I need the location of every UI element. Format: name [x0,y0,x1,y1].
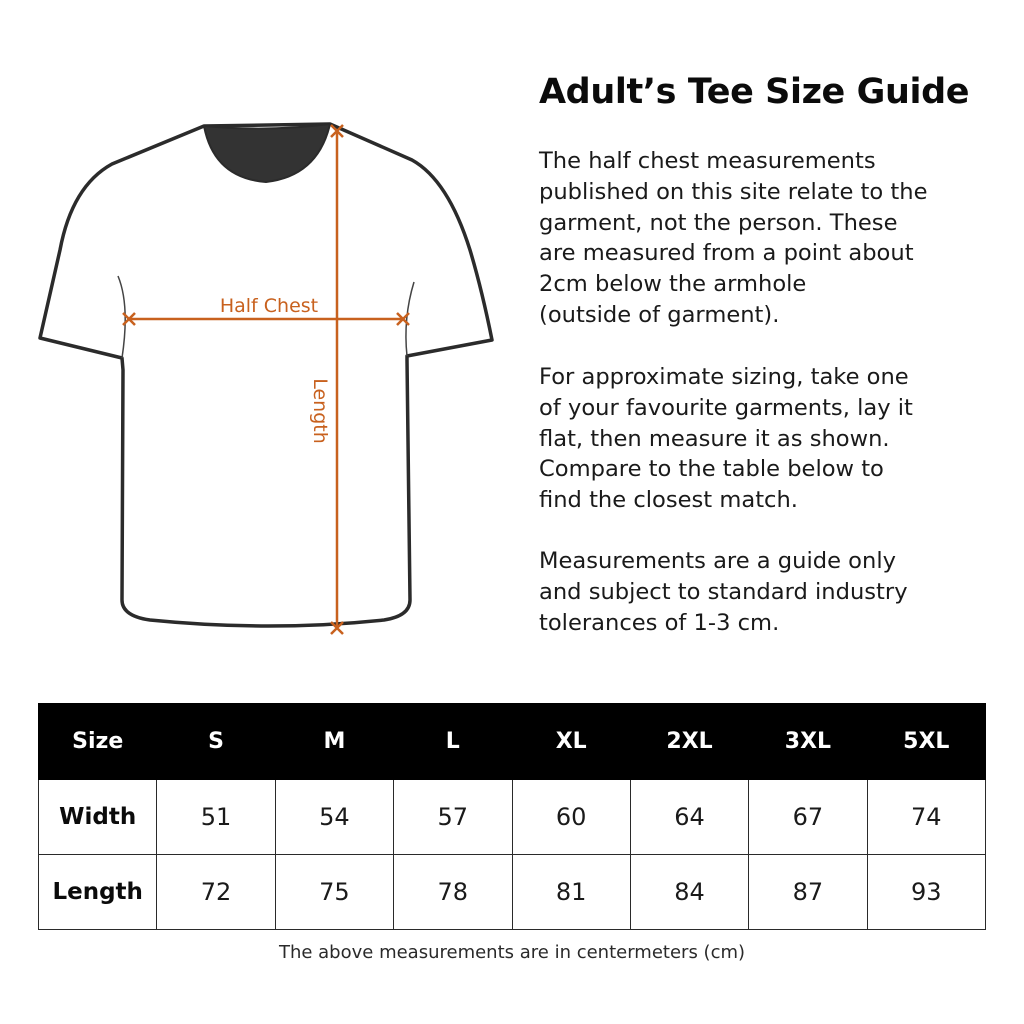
table-cell: 84 [630,855,748,930]
size-header-label: Size [39,704,157,780]
row-label-width: Width [39,780,157,855]
size-column-header: M [275,704,393,780]
t-shirt-illustration [30,118,510,648]
table-cell: 72 [157,855,275,930]
width-row [39,780,986,855]
table-cell: 54 [275,780,393,855]
description-paragraph-1: The half chest measurements published on this site relate to the garment, not the person. These are measured from a point about 2cm below the armhole (outside of garment). [539,148,928,328]
t-shirt-outline-icon [40,124,492,626]
units-footnote: The above measurements are in centermeters (cm) [278,942,746,963]
table-cell: 74 [867,780,985,855]
table-cell: 64 [630,780,748,855]
size-column-header: XL [512,704,630,780]
length-row [39,855,986,930]
length-label: Length [309,378,331,444]
page-title: Adult’s Tee Size Guide [539,72,970,112]
table-cell: 60 [512,780,630,855]
size-column-header: L [394,704,512,780]
size-column-header: 5XL [867,704,985,780]
table-cell: 81 [512,855,630,930]
table-cell: 67 [749,780,867,855]
size-header-row [39,704,986,780]
half-chest-label: Half Chest [219,295,319,317]
description-paragraph-3: Measurements are a guide only and subject to standard industry tolerances of 1-3 cm. [539,548,908,636]
table-cell: 75 [275,855,393,930]
size-table [38,703,986,930]
table-cell: 87 [749,855,867,930]
table-cell: 51 [157,780,275,855]
size-column-header: 2XL [630,704,748,780]
table-cell: 93 [867,855,985,930]
table-cell: 57 [394,780,512,855]
description-paragraph-2: For approximate sizing, take one of your favourite garments, lay it flat, then measure it as shown. Compare to the table below to find the closest match. [539,364,913,514]
table-cell: 78 [394,855,512,930]
size-column-header: S [157,704,275,780]
row-label-length: Length [39,855,157,930]
size-column-header: 3XL [749,704,867,780]
